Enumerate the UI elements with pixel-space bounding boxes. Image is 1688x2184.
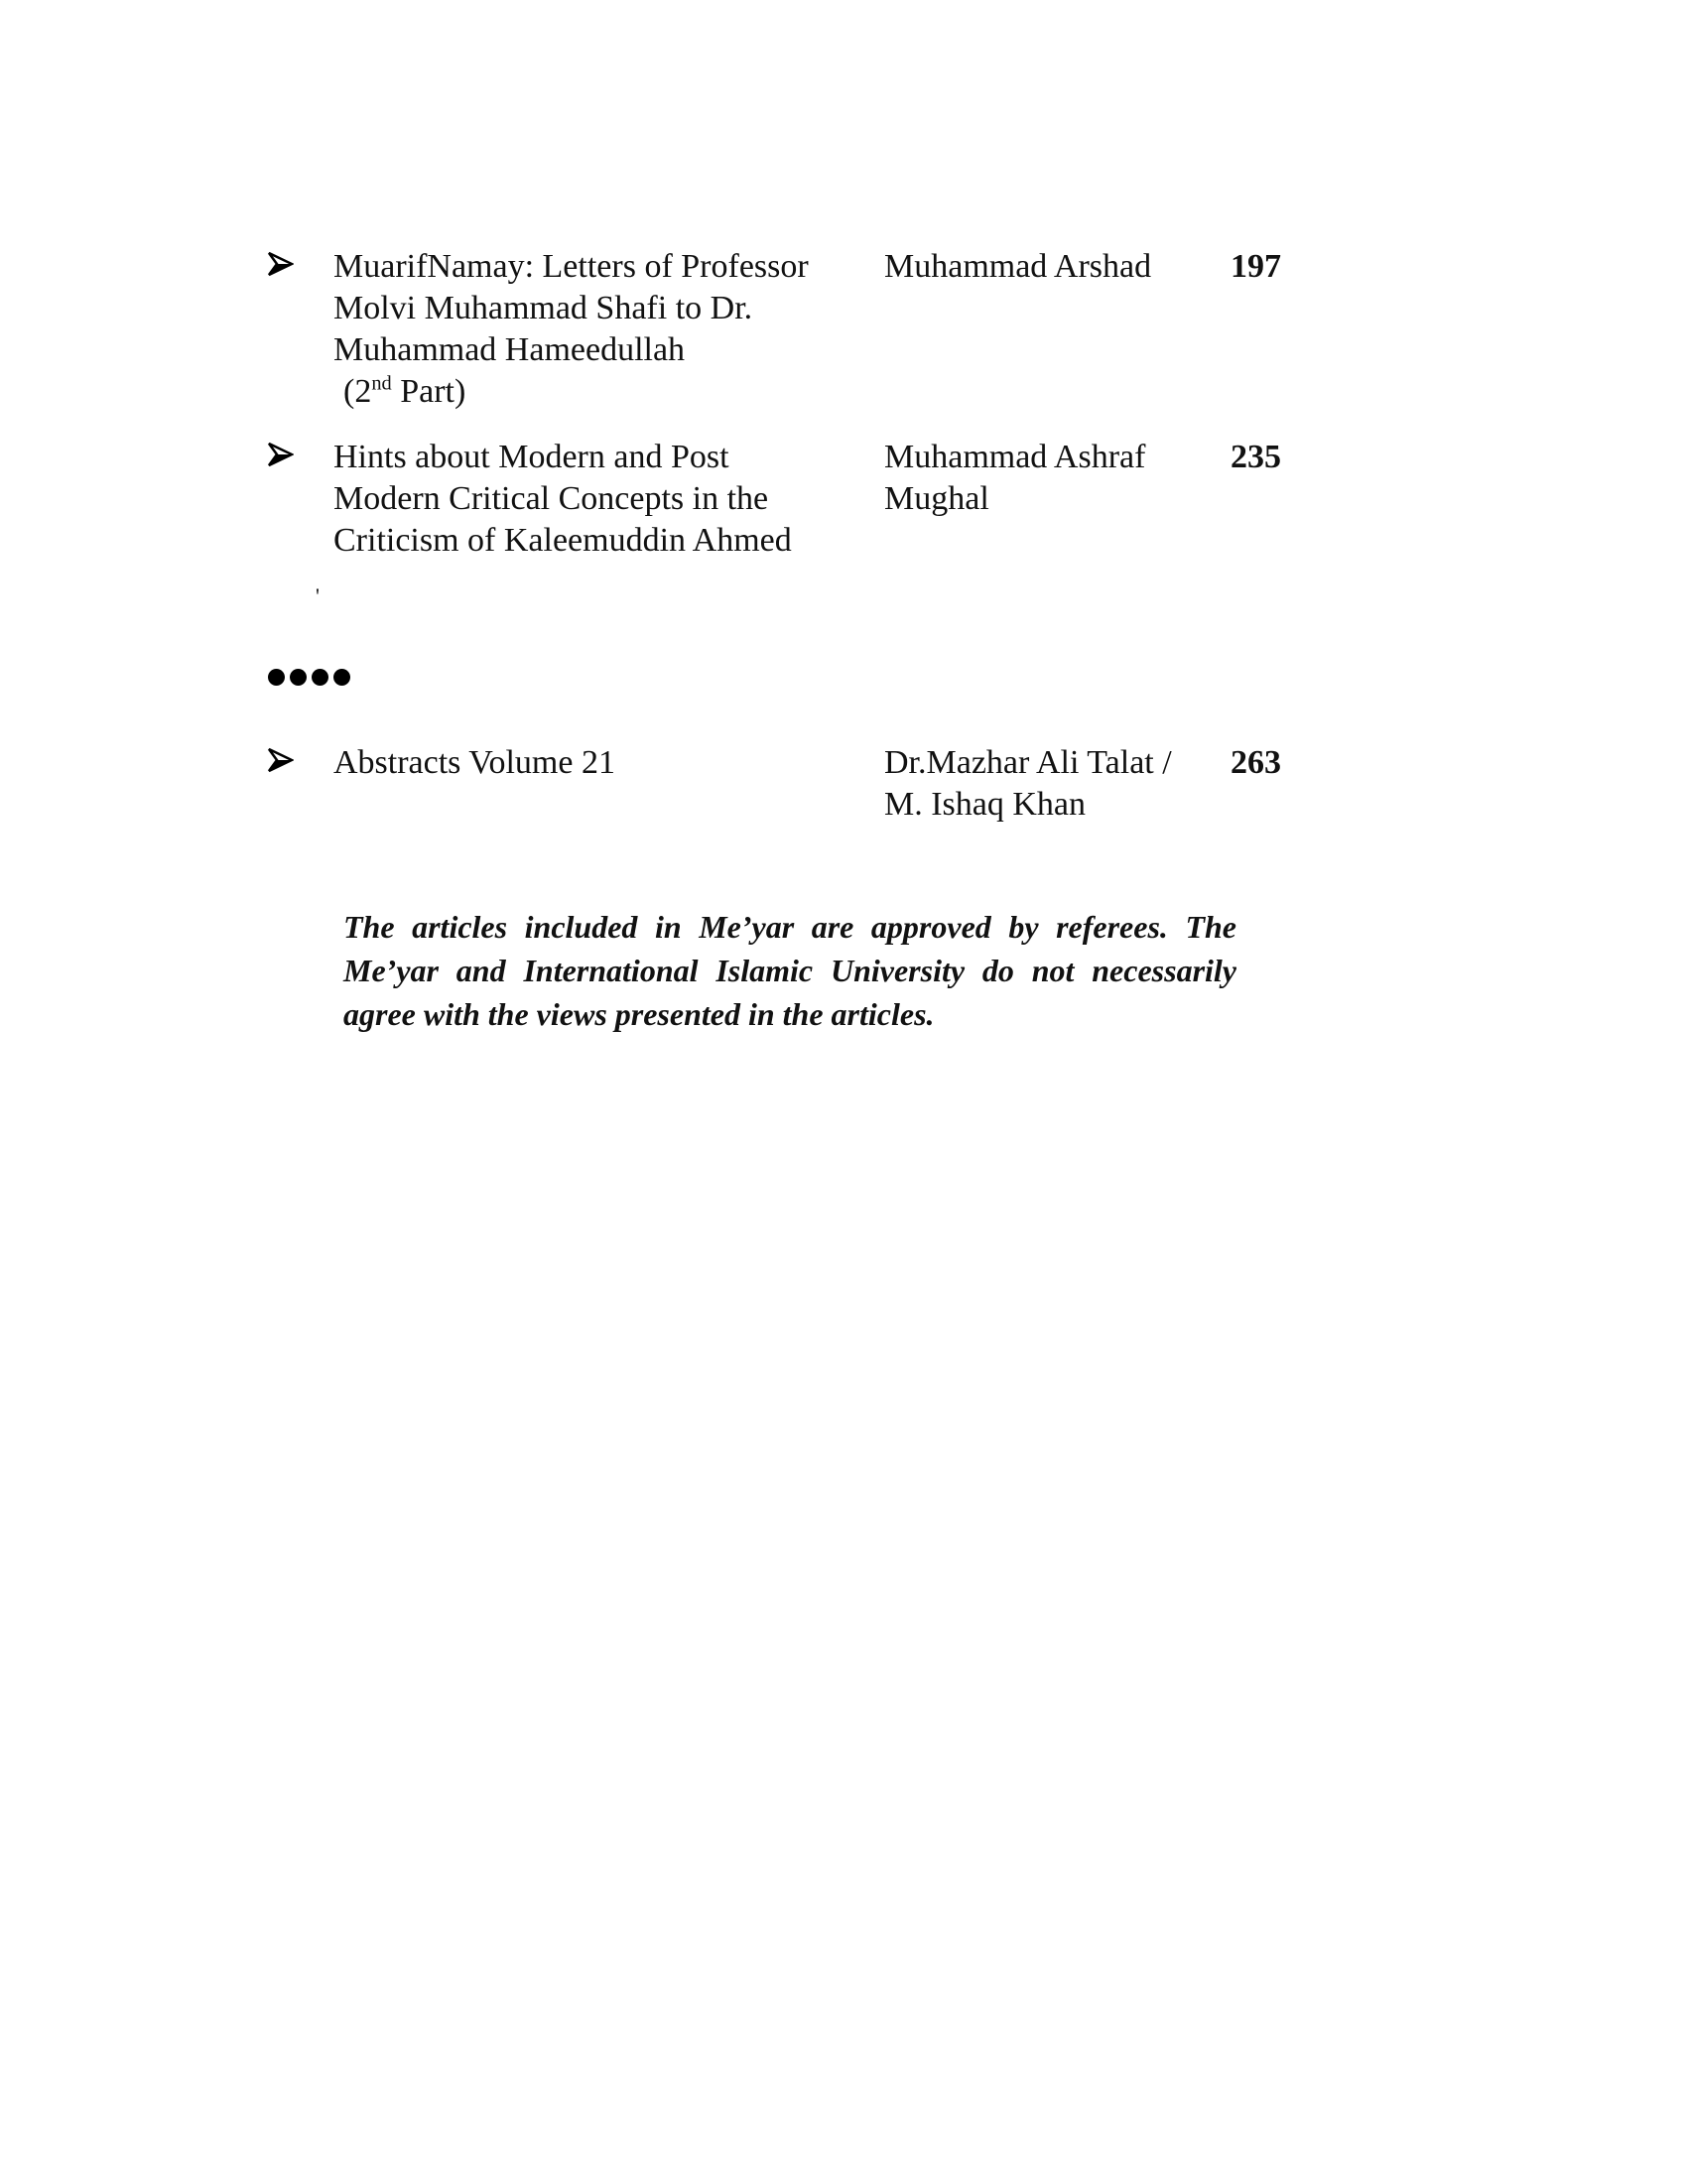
author-line: M. Ishaq Khan bbox=[884, 786, 1087, 823]
separator-dot-icon bbox=[333, 669, 350, 686]
entry-title bbox=[333, 246, 849, 413]
part-prefix: (2 bbox=[343, 373, 372, 410]
author-line: Mughal bbox=[884, 480, 989, 517]
section-separator bbox=[268, 669, 350, 686]
title-line: Hints about Modern and Post bbox=[333, 439, 729, 475]
arrowhead-bullet-icon bbox=[266, 250, 294, 278]
part-superscript: nd bbox=[371, 372, 392, 395]
entry-author: Muhammad Arshad bbox=[884, 248, 1152, 285]
author-line: Dr.Mazhar Ali Talat / bbox=[884, 744, 1172, 781]
title-part-line bbox=[333, 371, 849, 413]
entry-page-number: 235 bbox=[1231, 439, 1281, 475]
title-line: Molvi Muhammad Shafi to Dr. bbox=[333, 290, 753, 326]
title-line: Modern Critical Concepts in the bbox=[333, 480, 769, 517]
arrowhead-bullet-icon bbox=[266, 746, 294, 774]
stray-mark: ' bbox=[316, 583, 320, 608]
entry-author bbox=[884, 437, 1212, 520]
entry-author bbox=[884, 742, 1212, 826]
entry-page-number: 197 bbox=[1231, 248, 1281, 285]
entry-title bbox=[333, 437, 849, 562]
title-line: Criticism of Kaleemuddin Ahmed bbox=[333, 522, 792, 559]
part-suffix: Part) bbox=[391, 373, 466, 410]
separator-dot-icon bbox=[312, 669, 328, 686]
entry-page-number: 263 bbox=[1231, 744, 1281, 781]
author-line: Muhammad Ashraf bbox=[884, 439, 1146, 475]
title-line: MuarifNamay: Letters of Professor bbox=[333, 248, 809, 285]
arrowhead-bullet-icon bbox=[266, 441, 294, 468]
separator-dot-icon bbox=[290, 669, 307, 686]
title-line: Muhammad Hameedullah bbox=[333, 331, 686, 368]
referee-disclaimer: The articles included in Me’yar are approved by referees. The Me’yar and International Islamic University do not necessarily agree with the views presented in the articles. bbox=[343, 909, 1236, 1032]
separator-dot-icon bbox=[268, 669, 285, 686]
entry-title: Abstracts Volume 21 bbox=[333, 744, 615, 781]
